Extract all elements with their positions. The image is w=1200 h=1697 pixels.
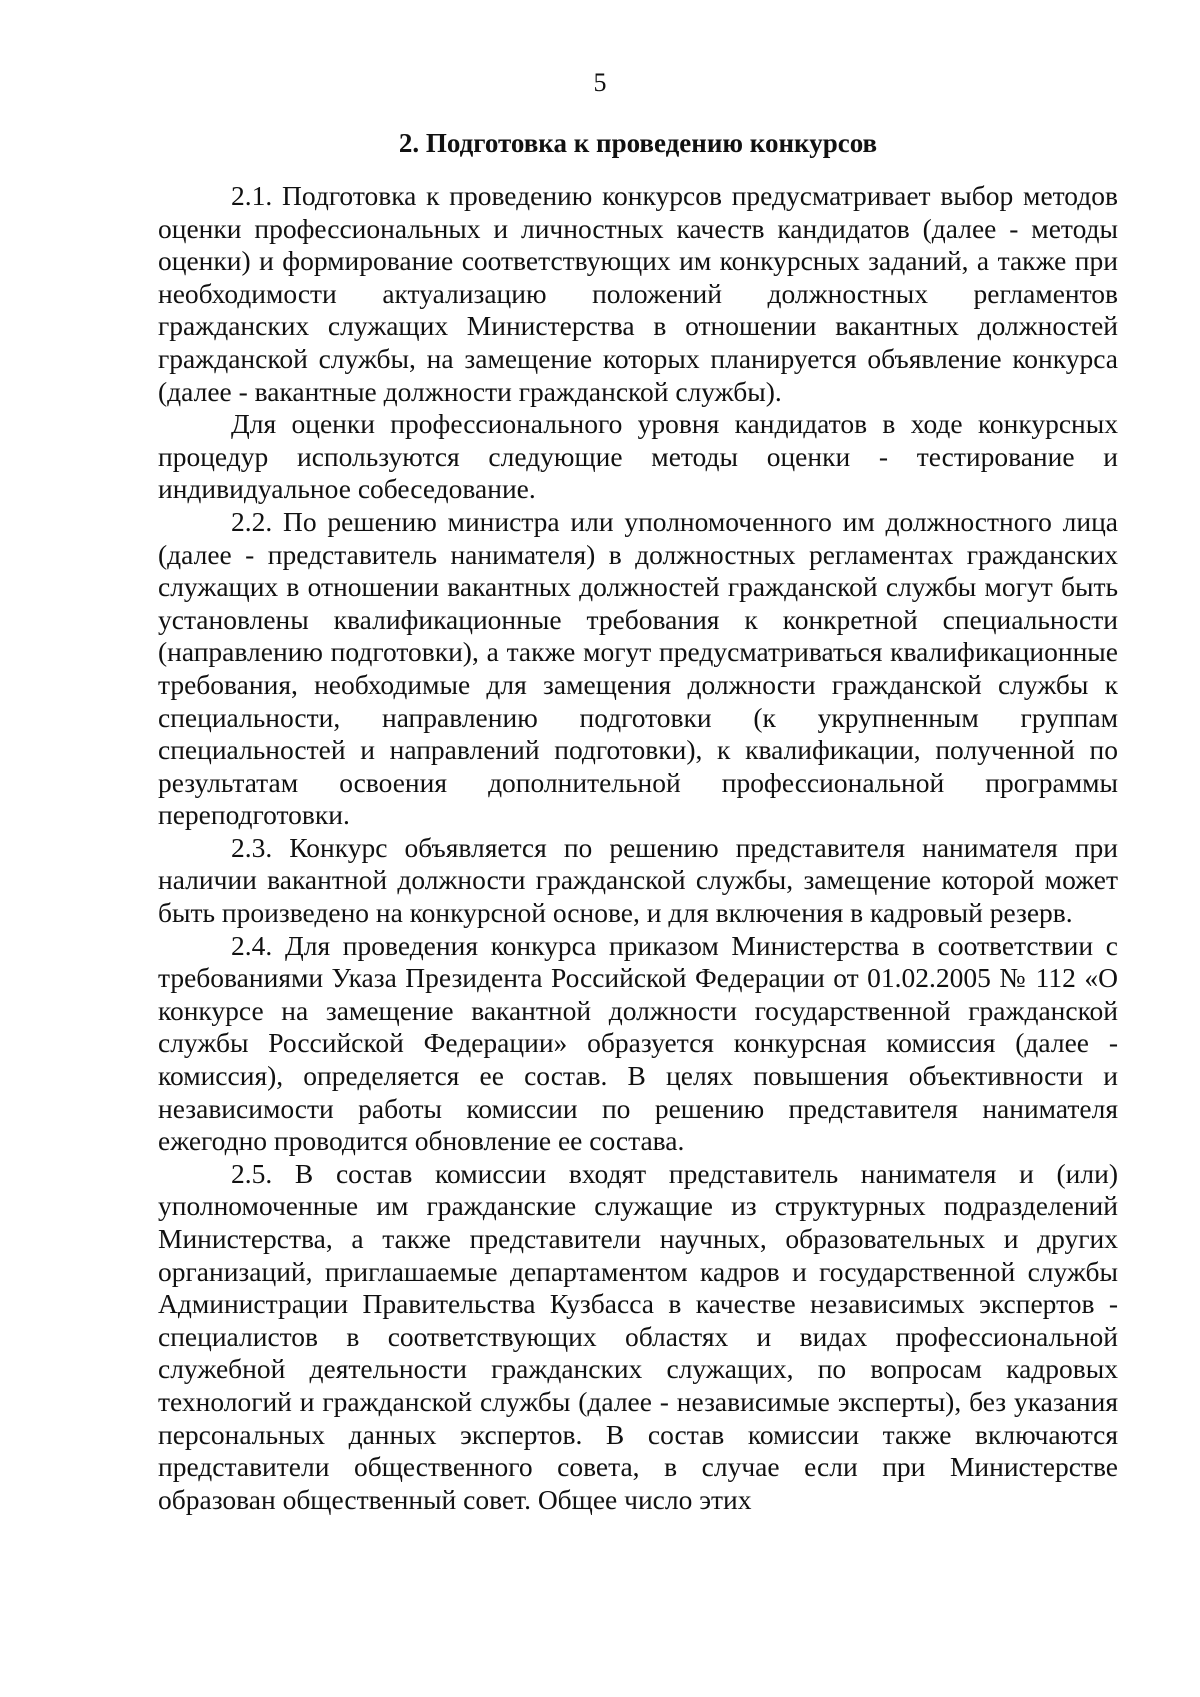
paragraph-2-3: 2.3. Конкурс объявляется по решению представителя нанимателя при наличии вакантной должности гражданской службы, замещение которой может быть произведено на конкурсной основе, и для включения в кадровый резерв. xyxy=(158,831,1118,929)
page-number: 5 xyxy=(593,68,607,97)
paragraph-2-4: 2.4. Для проведения конкурса приказом Министерства в соответствии с требованиями Указа Президента Российской Федерации от 01.02.2005 № 112 «О конкурсе на замещение вакантной должности государственной гражданской службы Российской Федерации» образуется конкурсная комиссия (далее - комиссия), определяется ее состав. В целях повышения объективности и независимости работы комиссии по решению представителя нанимателя ежегодно проводится обновление ее состава. xyxy=(158,929,1118,1157)
paragraph-2-2: 2.2. По решению министра или уполномоченного им должностного лица (далее - представитель нанимателя) в должностных регламентах гражданских служащих в отношении вакантных должностей гражданской службы могут быть установлены квалификационные требования к конкретной специальности (направлению подготовки), а также могут предусматриваться квалификационные требования, необходимые для замещения должности гражданской службы к специальности, направлению подготовки (к укрупненным группам специальностей и направлений подготовки), к квалификации, полученной по результатам освоения дополнительной профессиональной программы переподготовки. xyxy=(158,505,1118,831)
paragraph-evaluation-methods: Для оценки профессионального уровня кандидатов в ходе конкурсных процедур используются следующие методы оценки - тестирование и индивидуальное собеседование. xyxy=(158,408,1118,505)
paragraph-2-5: 2.5. В состав комиссии входят представитель нанимателя и (или) уполномоченные им гражданские служащие из структурных подразделений Министерства, а также представители научных, образовательных и других организаций, приглашаемые департаментом кадров и государственной службы Администрации Правительства Кузбасса в качестве независимых экспертов - специалистов в соответствующих областях и видах профессиональной служебной деятельности гражданских служащих, по вопросам кадровых технологий и гражданской службы (далее - независимые эксперты), без указания персональных данных экспертов. В состав комиссии также включаются представители общественного совета, в случае если при Министерстве образован общественный совет. Общее число этих xyxy=(158,1157,1118,1515)
section-heading: 2. Подготовка к проведению конкурсов xyxy=(398,128,878,158)
body-text xyxy=(158,180,1118,1516)
paragraph-2-1: 2.1. Подготовка к проведению конкурсов предусматривает выбор методов оценки профессиональных и личностных качеств кандидатов (далее - методы оценки) и формирование соответствующих им конкурсных заданий, а также при необходимости актуализацию положений должностных регламентов гражданских служащих Министерства в отношении вакантных должностей гражданской службы, на замещение которых планируется объявление конкурса (далее - вакантные должности гражданской службы). xyxy=(158,180,1118,407)
